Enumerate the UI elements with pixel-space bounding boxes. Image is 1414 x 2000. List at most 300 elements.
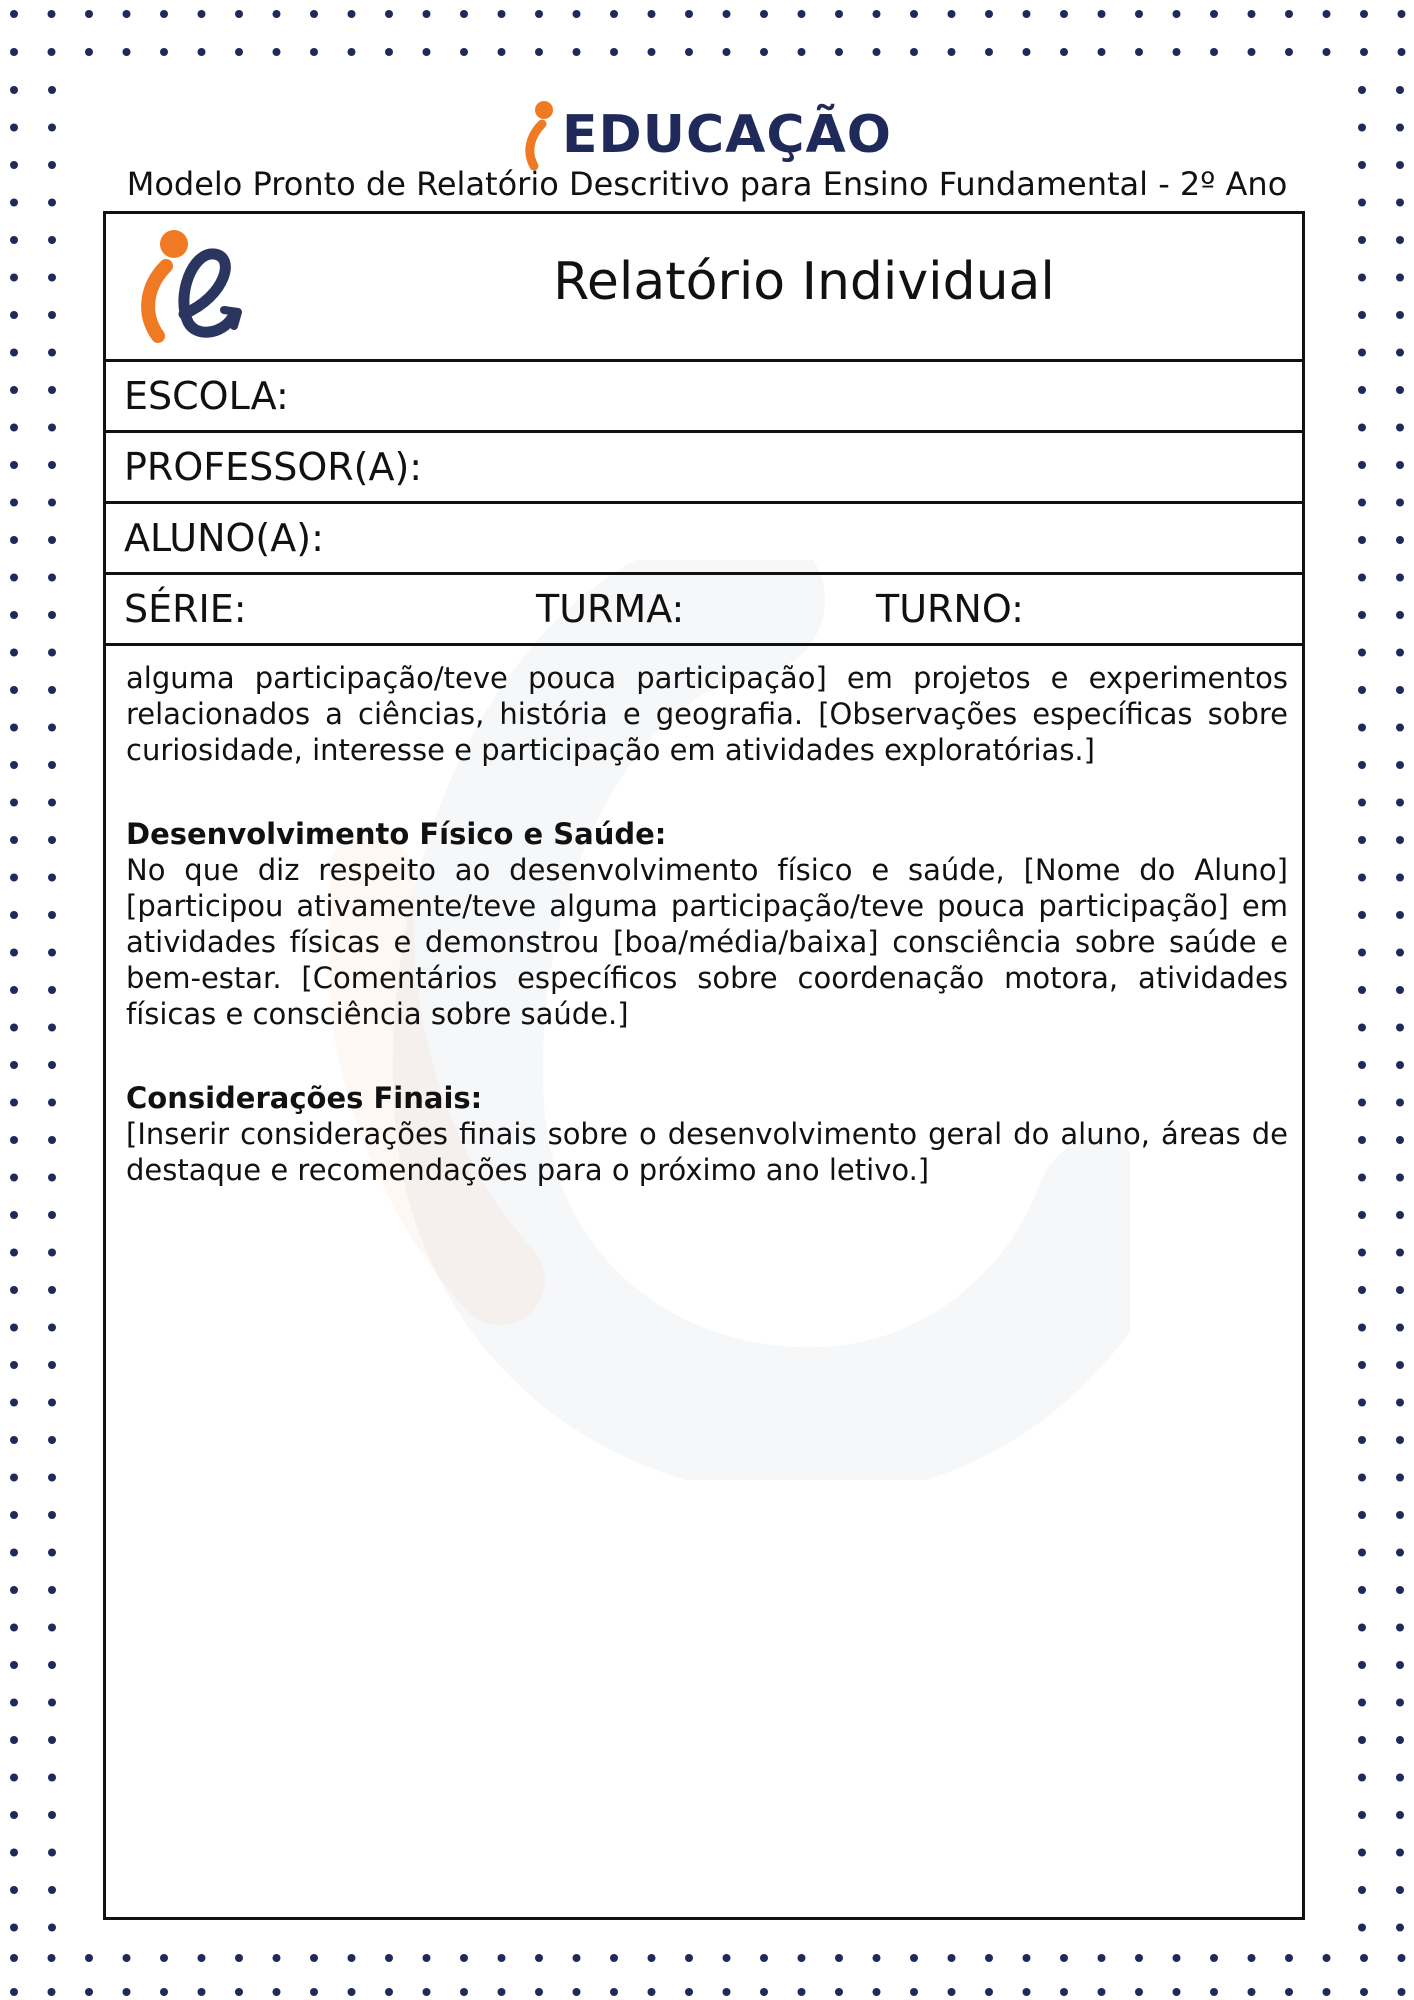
border-dot <box>273 48 281 56</box>
border-dot <box>1358 1886 1366 1894</box>
border-dot <box>648 1954 656 1962</box>
border-dot <box>1358 1361 1366 1369</box>
border-dot <box>1323 10 1331 18</box>
border-dot <box>835 1988 843 1996</box>
report-form <box>103 211 1305 1920</box>
border-dot <box>1210 48 1218 56</box>
border-dot <box>48 1736 56 1744</box>
border-dot <box>1060 48 1068 56</box>
border-dot <box>1210 1988 1218 1996</box>
border-dot <box>835 1954 843 1962</box>
border-dot <box>985 10 993 18</box>
border-dot <box>1358 1849 1366 1857</box>
border-dot <box>10 1024 18 1032</box>
border-dot <box>1358 611 1366 619</box>
border-dot <box>873 10 881 18</box>
border-dot <box>10 349 18 357</box>
border-dot <box>1023 48 1031 56</box>
border-dot <box>85 1954 93 1962</box>
border-dot <box>10 1249 18 1257</box>
border-dot <box>1060 1988 1068 1996</box>
border-dot <box>1396 1774 1404 1782</box>
field-aluno[interactable] <box>106 504 1302 575</box>
border-dot <box>348 1954 356 1962</box>
border-dot <box>273 1988 281 1996</box>
border-dot <box>10 386 18 394</box>
border-dot <box>1358 911 1366 919</box>
border-dot <box>1396 1286 1404 1294</box>
border-dot <box>1396 1549 1404 1557</box>
border-dot <box>160 10 168 18</box>
border-dot <box>1396 874 1404 882</box>
border-dot <box>1358 499 1366 507</box>
border-dot <box>85 10 93 18</box>
border-dot <box>48 1399 56 1407</box>
border-dot <box>723 1954 731 1962</box>
border-dot <box>310 1988 318 1996</box>
border-dot <box>648 10 656 18</box>
border-dot <box>460 1988 468 1996</box>
border-dot <box>48 1549 56 1557</box>
border-dot <box>1396 1811 1404 1819</box>
border-dot <box>610 48 618 56</box>
border-dot <box>48 1061 56 1069</box>
border-dot <box>798 1988 806 1996</box>
border-dot <box>1396 1361 1404 1369</box>
border-dot <box>1358 874 1366 882</box>
border-dot <box>1396 1099 1404 1107</box>
border-dot <box>10 911 18 919</box>
border-dot <box>10 986 18 994</box>
border-dot <box>48 686 56 694</box>
intro-paragraph: alguma participação/teve pouca participação] em projetos e experimentos relacionados a ciências, história e geografia. [Observações específicas sobre curiosidade, interesse e participação em atividades exploratórias.] <box>126 661 1288 767</box>
border-dot <box>198 1954 206 1962</box>
field-escola-label: ESCOLA: <box>124 374 289 418</box>
border-dot <box>10 1061 18 1069</box>
border-dot <box>1396 649 1404 657</box>
border-dot <box>348 48 356 56</box>
border-dot <box>48 311 56 319</box>
section-physical-text: No que diz respeito ao desenvolvimento físico e saúde, [Nome do Aluno] [participou ativamente/teve alguma participação/teve pouca participação] em atividades físicas e demonstrou [boa/média/baixa] consciência sobre saúde e bem-estar. [Comentários específicos sobre coordenação motora, atividades físicas e consciência sobre saúde.] <box>126 853 1288 1031</box>
border-dot <box>235 48 243 56</box>
border-dot <box>1358 724 1366 732</box>
border-dot <box>610 1954 618 1962</box>
border-dot <box>310 48 318 56</box>
border-dot <box>1248 48 1256 56</box>
border-dot <box>48 424 56 432</box>
border-dot <box>1358 1774 1366 1782</box>
border-dot <box>1358 1736 1366 1744</box>
border-dot <box>10 1211 18 1219</box>
border-dot <box>1135 1954 1143 1962</box>
border-dot <box>835 10 843 18</box>
border-dot <box>1396 1661 1404 1669</box>
border-dot <box>1285 1988 1293 1996</box>
border-dot <box>10 649 18 657</box>
border-dot <box>1396 499 1404 507</box>
border-dot <box>873 1954 881 1962</box>
border-dot <box>1396 1174 1404 1182</box>
border-dot <box>460 48 468 56</box>
border-dot <box>910 1988 918 1996</box>
border-dot <box>1023 1988 1031 1996</box>
border-dot <box>535 10 543 18</box>
border-dot <box>1358 1661 1366 1669</box>
border-dot <box>48 1024 56 1032</box>
border-dot <box>1396 911 1404 919</box>
border-dot <box>423 10 431 18</box>
field-serie-turma-turno[interactable] <box>106 575 1302 646</box>
border-dot <box>910 10 918 18</box>
border-dot <box>1396 686 1404 694</box>
border-dot <box>10 424 18 432</box>
border-dot <box>1396 461 1404 469</box>
border-dot <box>273 1954 281 1962</box>
border-dot <box>985 48 993 56</box>
border-dot <box>1358 1286 1366 1294</box>
border-dot <box>10 1436 18 1444</box>
border-dot <box>10 274 18 282</box>
border-dot <box>48 48 56 56</box>
border-dot <box>10 949 18 957</box>
e-logo-icon <box>136 226 246 346</box>
border-dot <box>1023 10 1031 18</box>
border-dot <box>10 1988 18 1996</box>
border-dot <box>48 1099 56 1107</box>
border-dot <box>385 1988 393 1996</box>
border-dot <box>835 48 843 56</box>
border-dot <box>48 1849 56 1857</box>
border-dot <box>160 48 168 56</box>
border-dot <box>10 1774 18 1782</box>
border-dot <box>1135 1988 1143 1996</box>
border-dot <box>910 1954 918 1962</box>
border-dot <box>10 1849 18 1857</box>
border-dot <box>1396 349 1404 357</box>
border-dot <box>1358 1624 1366 1632</box>
border-dot <box>985 1954 993 1962</box>
border-dot <box>1358 1024 1366 1032</box>
border-dot <box>1396 1624 1404 1632</box>
border-dot <box>1398 1954 1406 1962</box>
border-dot <box>1358 1586 1366 1594</box>
border-dot <box>498 48 506 56</box>
border-dot <box>10 874 18 882</box>
border-dot <box>1398 1988 1406 1996</box>
border-dot <box>123 10 131 18</box>
border-dot <box>723 48 731 56</box>
border-dot <box>1358 1811 1366 1819</box>
border-dot <box>10 686 18 694</box>
border-dot <box>1396 574 1404 582</box>
border-dot <box>273 10 281 18</box>
border-dot <box>460 1954 468 1962</box>
border-dot <box>10 311 18 319</box>
field-escola[interactable] <box>106 362 1302 433</box>
border-dot <box>1210 1954 1218 1962</box>
border-dot <box>873 48 881 56</box>
border-dot <box>48 536 56 544</box>
border-dot <box>235 1988 243 1996</box>
border-dot <box>1358 949 1366 957</box>
border-dot <box>1396 1511 1404 1519</box>
border-dot <box>498 10 506 18</box>
border-dot <box>48 1249 56 1257</box>
border-dot <box>1285 48 1293 56</box>
border-dot <box>48 1624 56 1632</box>
border-dot <box>10 1586 18 1594</box>
border-dot <box>10 236 18 244</box>
border-dot <box>348 10 356 18</box>
border-dot <box>685 1988 693 1996</box>
border-dot <box>10 1099 18 1107</box>
border-dot <box>10 1474 18 1482</box>
border-dot <box>573 1954 581 1962</box>
border-dot <box>1396 536 1404 544</box>
border-dot <box>910 48 918 56</box>
border-dot <box>1285 10 1293 18</box>
border-dot <box>948 1954 956 1962</box>
border-dot <box>1358 386 1366 394</box>
border-dot <box>348 1988 356 1996</box>
border-dot <box>160 1988 168 1996</box>
border-dot <box>1358 1174 1366 1182</box>
border-dot <box>48 386 56 394</box>
border-dot <box>48 1286 56 1294</box>
border-dot <box>1358 1136 1366 1144</box>
field-turno-label: TURNO: <box>876 587 1024 631</box>
border-dot <box>1248 1988 1256 1996</box>
border-dot <box>48 461 56 469</box>
border-dot <box>1098 10 1106 18</box>
border-dot <box>1023 1954 1031 1962</box>
border-dot <box>1398 10 1406 18</box>
border-dot <box>1396 1024 1404 1032</box>
border-dot <box>10 1661 18 1669</box>
border-dot <box>535 48 543 56</box>
border-dot <box>1358 1474 1366 1482</box>
border-dot <box>1396 1324 1404 1332</box>
border-dot <box>48 724 56 732</box>
border-dot <box>1098 48 1106 56</box>
border-dot <box>310 1954 318 1962</box>
border-dot <box>1396 274 1404 282</box>
border-dot <box>48 799 56 807</box>
border-dot <box>1396 311 1404 319</box>
border-dot <box>10 1924 18 1932</box>
border-dot <box>535 1988 543 1996</box>
border-dot <box>1360 10 1368 18</box>
border-dot <box>1360 1988 1368 1996</box>
border-dot <box>1396 1249 1404 1257</box>
border-dot <box>1358 799 1366 807</box>
border-dot <box>10 611 18 619</box>
border-dot <box>1358 649 1366 657</box>
border-dot <box>1396 1699 1404 1707</box>
border-dot <box>10 724 18 732</box>
border-dot <box>798 10 806 18</box>
border-dot <box>1396 761 1404 769</box>
border-dot <box>48 874 56 882</box>
border-dot <box>10 499 18 507</box>
border-dot <box>1360 48 1368 56</box>
border-dot <box>610 1988 618 1996</box>
form-title: Relatório Individual <box>553 252 1055 312</box>
border-dot <box>1135 10 1143 18</box>
border-dot <box>1396 1474 1404 1482</box>
border-dot <box>48 1211 56 1219</box>
border-dot <box>1396 1136 1404 1144</box>
border-dot <box>1210 10 1218 18</box>
border-dot <box>1396 1399 1404 1407</box>
border-dot <box>48 949 56 957</box>
field-professor[interactable] <box>106 433 1302 504</box>
border-dot <box>198 1988 206 1996</box>
border-dot <box>48 911 56 919</box>
border-dot <box>1396 1849 1404 1857</box>
border-dot <box>1358 424 1366 432</box>
border-dot <box>1358 1511 1366 1519</box>
border-dot <box>10 1286 18 1294</box>
border-dot <box>1358 986 1366 994</box>
border-dot <box>1358 1211 1366 1219</box>
border-dot <box>948 48 956 56</box>
border-dot <box>10 574 18 582</box>
field-turma-label: TURMA: <box>536 587 685 631</box>
border-dot <box>10 1954 18 1962</box>
border-dot <box>48 611 56 619</box>
border-dot <box>760 1954 768 1962</box>
section-final-text: [Inserir considerações finais sobre o desenvolvimento geral do aluno, áreas de destaque e recomendações para o próximo ano letivo.] <box>126 1117 1288 1187</box>
border-dot <box>1360 1954 1368 1962</box>
border-dot <box>10 761 18 769</box>
border-dot <box>685 1954 693 1962</box>
border-dot <box>1098 1954 1106 1962</box>
border-dot <box>48 1324 56 1332</box>
border-dot <box>1396 724 1404 732</box>
border-dot <box>10 1136 18 1144</box>
border-dot <box>85 1988 93 1996</box>
border-dot <box>985 1988 993 1996</box>
border-dot <box>48 1361 56 1369</box>
border-dot <box>10 1549 18 1557</box>
border-dot <box>385 10 393 18</box>
border-dot <box>1173 1954 1181 1962</box>
border-dot <box>10 1511 18 1519</box>
border-dot <box>423 48 431 56</box>
border-dot <box>310 10 318 18</box>
border-dot <box>1396 1061 1404 1069</box>
border-dot <box>1396 949 1404 957</box>
border-dot <box>498 1988 506 1996</box>
border-dot <box>723 1988 731 1996</box>
border-dot <box>685 10 693 18</box>
border-dot <box>123 48 131 56</box>
border-dot <box>48 1924 56 1932</box>
border-dot <box>1358 274 1366 282</box>
border-dot <box>1323 48 1331 56</box>
border-dot <box>1358 761 1366 769</box>
border-dot <box>1358 349 1366 357</box>
border-dot <box>1173 48 1181 56</box>
border-dot <box>1398 48 1406 56</box>
border-dot <box>798 48 806 56</box>
border-dot <box>1358 236 1366 244</box>
border-dot <box>160 1954 168 1962</box>
border-dot <box>948 10 956 18</box>
border-dot <box>1060 1954 1068 1962</box>
border-dot <box>10 536 18 544</box>
border-dot <box>48 649 56 657</box>
border-dot <box>1358 1099 1366 1107</box>
border-dot <box>10 1811 18 1819</box>
field-professor-label: PROFESSOR(A): <box>124 445 423 489</box>
border-dot <box>1135 48 1143 56</box>
border-dot <box>198 10 206 18</box>
border-dot <box>1396 1736 1404 1744</box>
border-dot <box>48 1811 56 1819</box>
border-dot <box>685 48 693 56</box>
border-dot <box>48 574 56 582</box>
border-dot <box>48 1699 56 1707</box>
border-dot <box>1285 1954 1293 1962</box>
border-dot <box>1396 836 1404 844</box>
border-dot <box>1358 686 1366 694</box>
border-dot <box>1358 461 1366 469</box>
border-dot <box>10 836 18 844</box>
border-dot <box>1396 1436 1404 1444</box>
border-dot <box>1173 10 1181 18</box>
border-dot <box>723 10 731 18</box>
border-dot <box>385 1954 393 1962</box>
border-dot <box>1396 799 1404 807</box>
border-dot <box>573 1988 581 1996</box>
form-header <box>106 214 1302 362</box>
border-dot <box>1396 1586 1404 1594</box>
border-dot <box>760 1988 768 1996</box>
border-dot <box>48 1474 56 1482</box>
border-dot <box>1358 1699 1366 1707</box>
border-dot <box>1358 1549 1366 1557</box>
border-dot <box>48 1988 56 1996</box>
border-dot <box>1358 1924 1366 1932</box>
border-dot <box>198 48 206 56</box>
border-dot <box>1396 386 1404 394</box>
border-dot <box>85 48 93 56</box>
border-dot <box>10 1399 18 1407</box>
border-dot <box>48 1136 56 1144</box>
border-dot <box>460 10 468 18</box>
border-dot <box>48 1954 56 1962</box>
border-dot <box>760 48 768 56</box>
border-dot <box>48 349 56 357</box>
border-dot <box>235 10 243 18</box>
border-dot <box>1396 1211 1404 1219</box>
border-dot <box>10 48 18 56</box>
border-dot <box>610 10 618 18</box>
border-dot <box>48 1886 56 1894</box>
border-dot <box>48 836 56 844</box>
border-dot <box>1396 611 1404 619</box>
section-physical-title: Desenvolvimento Físico e Saúde: <box>126 817 667 851</box>
brand-logo-icon <box>522 100 558 170</box>
border-dot <box>10 1174 18 1182</box>
border-dot <box>48 1174 56 1182</box>
border-dot <box>10 1736 18 1744</box>
border-dot <box>1396 986 1404 994</box>
border-dot <box>48 1511 56 1519</box>
border-dot <box>10 1886 18 1894</box>
